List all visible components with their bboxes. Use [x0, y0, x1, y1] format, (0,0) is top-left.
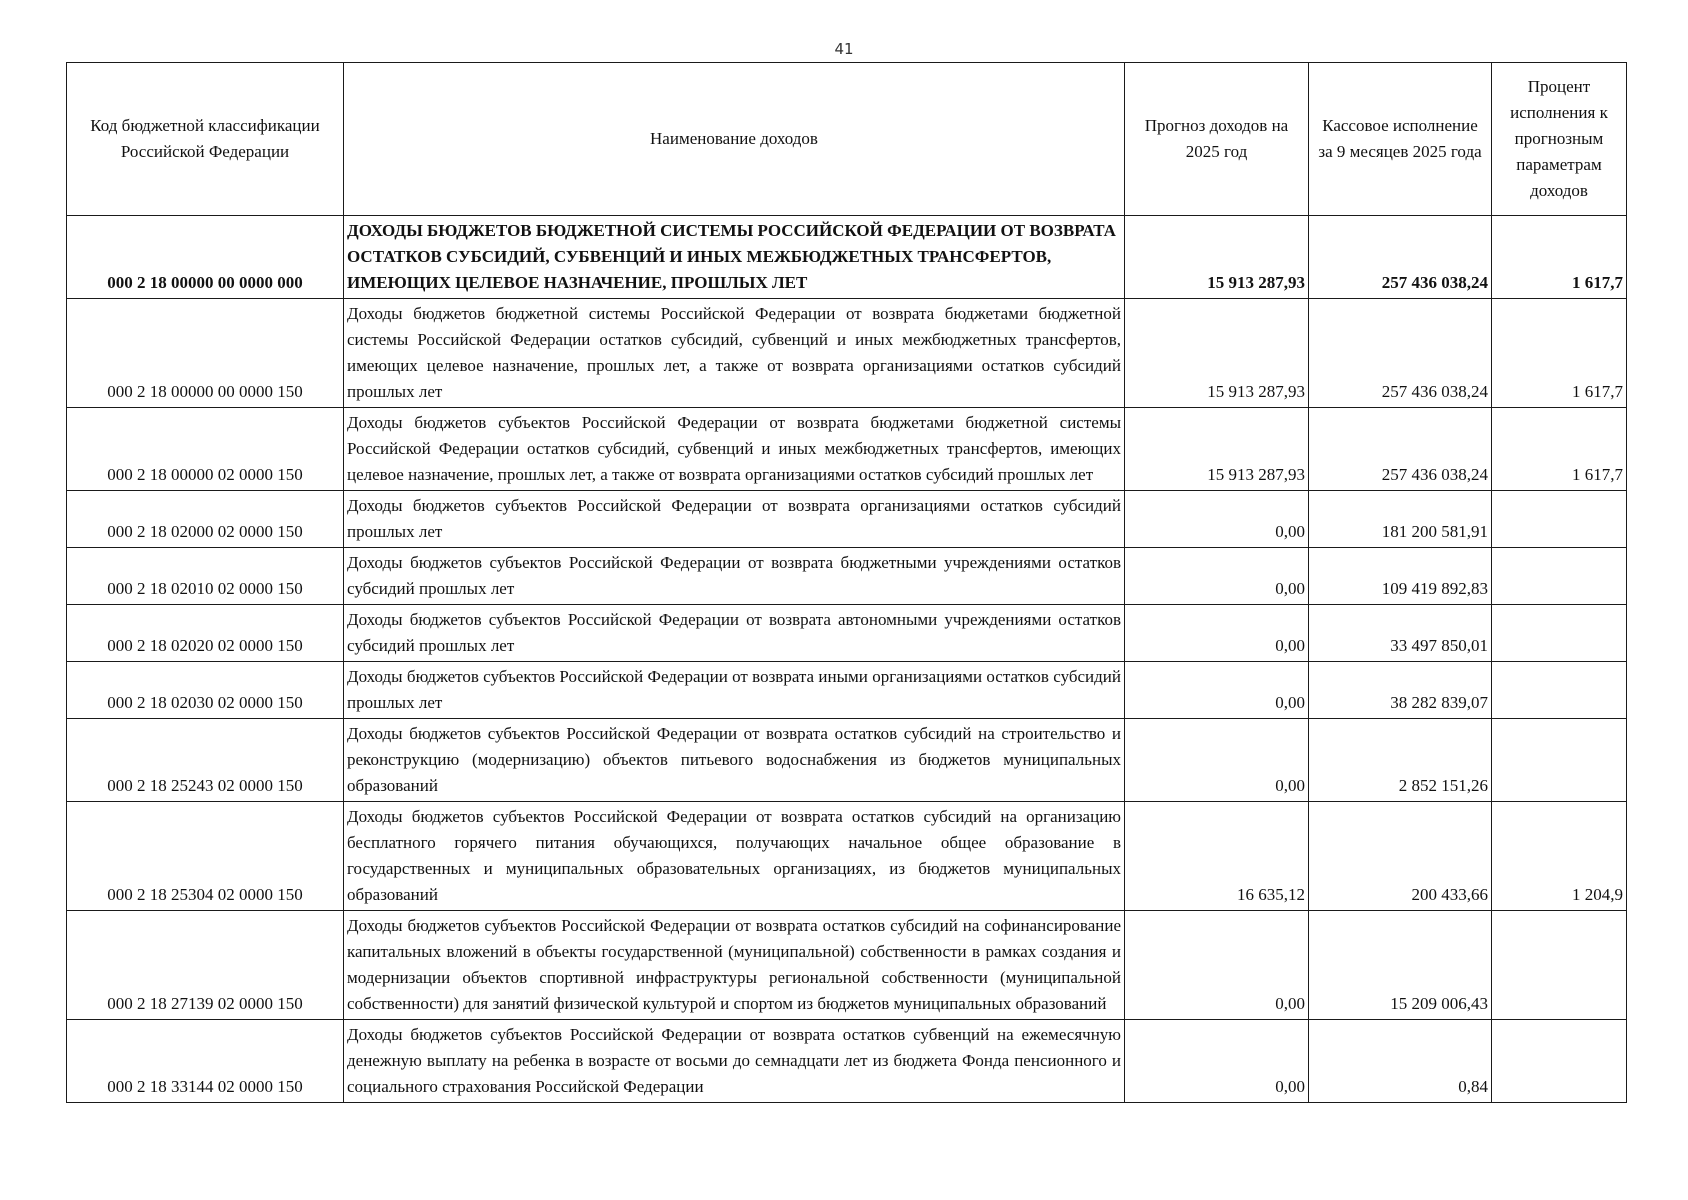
row-execution: 257 436 038,24 [1309, 299, 1492, 408]
table-row [67, 408, 1627, 491]
row-forecast: 16 635,12 [1125, 802, 1309, 911]
row-name: Доходы бюджетов субъектов Российской Федерации от возврата остатков субвенций на ежемесячную денежную выплату на ребенка в возрасте от восьми до семнадцати лет из бюджета Фонда пенсионного и социального страхования Российской Федерации [344, 1020, 1125, 1103]
row-execution: 15 209 006,43 [1309, 911, 1492, 1020]
table-row [67, 911, 1627, 1020]
row-name: Доходы бюджетов субъектов Российской Федерации от возврата остатков субсидий на организацию бесплатного горячего питания обучающихся, получающих начальное общее образование в государственных и муниципальных образовательных организациях, из бюджетов муниципальных образований [344, 802, 1125, 911]
row-name: Доходы бюджетов субъектов Российской Федерации от возврата остатков субсидий на строительство и реконструкцию (модернизацию) объектов питьевого водоснабжения из бюджетов муниципальных образований [344, 719, 1125, 802]
header-forecast: Прогноз доходов на 2025 год [1125, 63, 1309, 216]
table-row [67, 491, 1627, 548]
row-forecast: 15 913 287,93 [1125, 299, 1309, 408]
row-execution: 2 852 151,26 [1309, 719, 1492, 802]
row-execution: 0,84 [1309, 1020, 1492, 1103]
header-name: Наименование доходов [344, 63, 1125, 216]
row-code: 000 2 18 02020 02 0000 150 [67, 605, 344, 662]
row-code: 000 2 18 00000 00 0000 000 [67, 216, 344, 299]
row-name: Доходы бюджетов субъектов Российской Федерации от возврата остатков субсидий на софинансирование капитальных вложений в объекты государственной (муниципальной) собственности в рамках создания и модернизации объектов спортивной инфраструктуры региональной собственности (муниципальной собственности) для занятий физической культурой и спортом из бюджетов муниципальных образований [344, 911, 1125, 1020]
row-code: 000 2 18 02030 02 0000 150 [67, 662, 344, 719]
row-code: 000 2 18 33144 02 0000 150 [67, 1020, 344, 1103]
row-name: Доходы бюджетов бюджетной системы Российской Федерации от возврата бюджетами бюджетной системы Российской Федерации остатков субсидий, субвенций и иных межбюджетных трансфертов, имеющих целевое назначение, прошлых лет, а также от возврата организациями остатков субсидий прошлых лет [344, 299, 1125, 408]
table-row [67, 1020, 1627, 1103]
row-percent: 1 204,9 [1492, 802, 1627, 911]
row-execution: 109 419 892,83 [1309, 548, 1492, 605]
table-header-row [67, 63, 1627, 216]
row-forecast: 0,00 [1125, 548, 1309, 605]
row-forecast: 0,00 [1125, 605, 1309, 662]
row-code: 000 2 18 25243 02 0000 150 [67, 719, 344, 802]
row-execution: 181 200 581,91 [1309, 491, 1492, 548]
table-row [67, 299, 1627, 408]
row-code: 000 2 18 02010 02 0000 150 [67, 548, 344, 605]
row-code: 000 2 18 00000 02 0000 150 [67, 408, 344, 491]
row-name: Доходы бюджетов субъектов Российской Федерации от возврата бюджетными учреждениями остатков субсидий прошлых лет [344, 548, 1125, 605]
row-execution: 33 497 850,01 [1309, 605, 1492, 662]
table-row [67, 662, 1627, 719]
row-percent [1492, 719, 1627, 802]
row-execution: 38 282 839,07 [1309, 662, 1492, 719]
row-forecast: 15 913 287,93 [1125, 408, 1309, 491]
row-name: Доходы бюджетов субъектов Российской Федерации от возврата организациями остатков субсидий прошлых лет [344, 491, 1125, 548]
header-execution: Кассовое исполнение за 9 месяцев 2025 года [1309, 63, 1492, 216]
table-row [67, 802, 1627, 911]
row-name: Доходы бюджетов субъектов Российской Федерации от возврата иными организациями остатков субсидий прошлых лет [344, 662, 1125, 719]
row-percent [1492, 911, 1627, 1020]
header-percent: Процент исполнения к прогнозным параметрам доходов [1492, 63, 1627, 216]
row-percent [1492, 662, 1627, 719]
row-percent [1492, 605, 1627, 662]
row-percent [1492, 1020, 1627, 1103]
table-row [67, 719, 1627, 802]
row-forecast: 0,00 [1125, 662, 1309, 719]
row-forecast: 15 913 287,93 [1125, 216, 1309, 299]
row-forecast: 0,00 [1125, 911, 1309, 1020]
row-execution: 257 436 038,24 [1309, 408, 1492, 491]
row-percent: 1 617,7 [1492, 299, 1627, 408]
row-name: Доходы бюджетов субъектов Российской Федерации от возврата автономными учреждениями остатков субсидий прошлых лет [344, 605, 1125, 662]
row-forecast: 0,00 [1125, 1020, 1309, 1103]
row-percent [1492, 548, 1627, 605]
row-forecast: 0,00 [1125, 719, 1309, 802]
row-code: 000 2 18 00000 00 0000 150 [67, 299, 344, 408]
table-row [67, 216, 1627, 299]
page-number: 41 [834, 40, 854, 58]
row-percent: 1 617,7 [1492, 408, 1627, 491]
header-code: Код бюджетной классификации Российской Федерации [67, 63, 344, 216]
row-code: 000 2 18 25304 02 0000 150 [67, 802, 344, 911]
revenue-table [66, 62, 1627, 1103]
row-forecast: 0,00 [1125, 491, 1309, 548]
row-code: 000 2 18 02000 02 0000 150 [67, 491, 344, 548]
row-name: ДОХОДЫ БЮДЖЕТОВ БЮДЖЕТНОЙ СИСТЕМЫ РОССИЙСКОЙ ФЕДЕРАЦИИ ОТ ВОЗВРАТА ОСТАТКОВ СУБСИДИЙ, СУБВЕНЦИЙ И ИНЫХ МЕЖБЮДЖЕТНЫХ ТРАНСФЕРТОВ, ИМЕЮЩИХ ЦЕЛЕВОЕ НАЗНАЧЕНИЕ, ПРОШЛЫХ ЛЕТ [344, 216, 1125, 299]
row-execution: 200 433,66 [1309, 802, 1492, 911]
row-code: 000 2 18 27139 02 0000 150 [67, 911, 344, 1020]
table-row [67, 605, 1627, 662]
table-row [67, 548, 1627, 605]
row-execution: 257 436 038,24 [1309, 216, 1492, 299]
row-name: Доходы бюджетов субъектов Российской Федерации от возврата бюджетами бюджетной системы Российской Федерации остатков субсидий, субвенций и иных межбюджетных трансфертов, имеющих целевое назначение, прошлых лет, а также от возврата организациями остатков субсидий прошлых лет [344, 408, 1125, 491]
row-percent: 1 617,7 [1492, 216, 1627, 299]
row-percent [1492, 491, 1627, 548]
